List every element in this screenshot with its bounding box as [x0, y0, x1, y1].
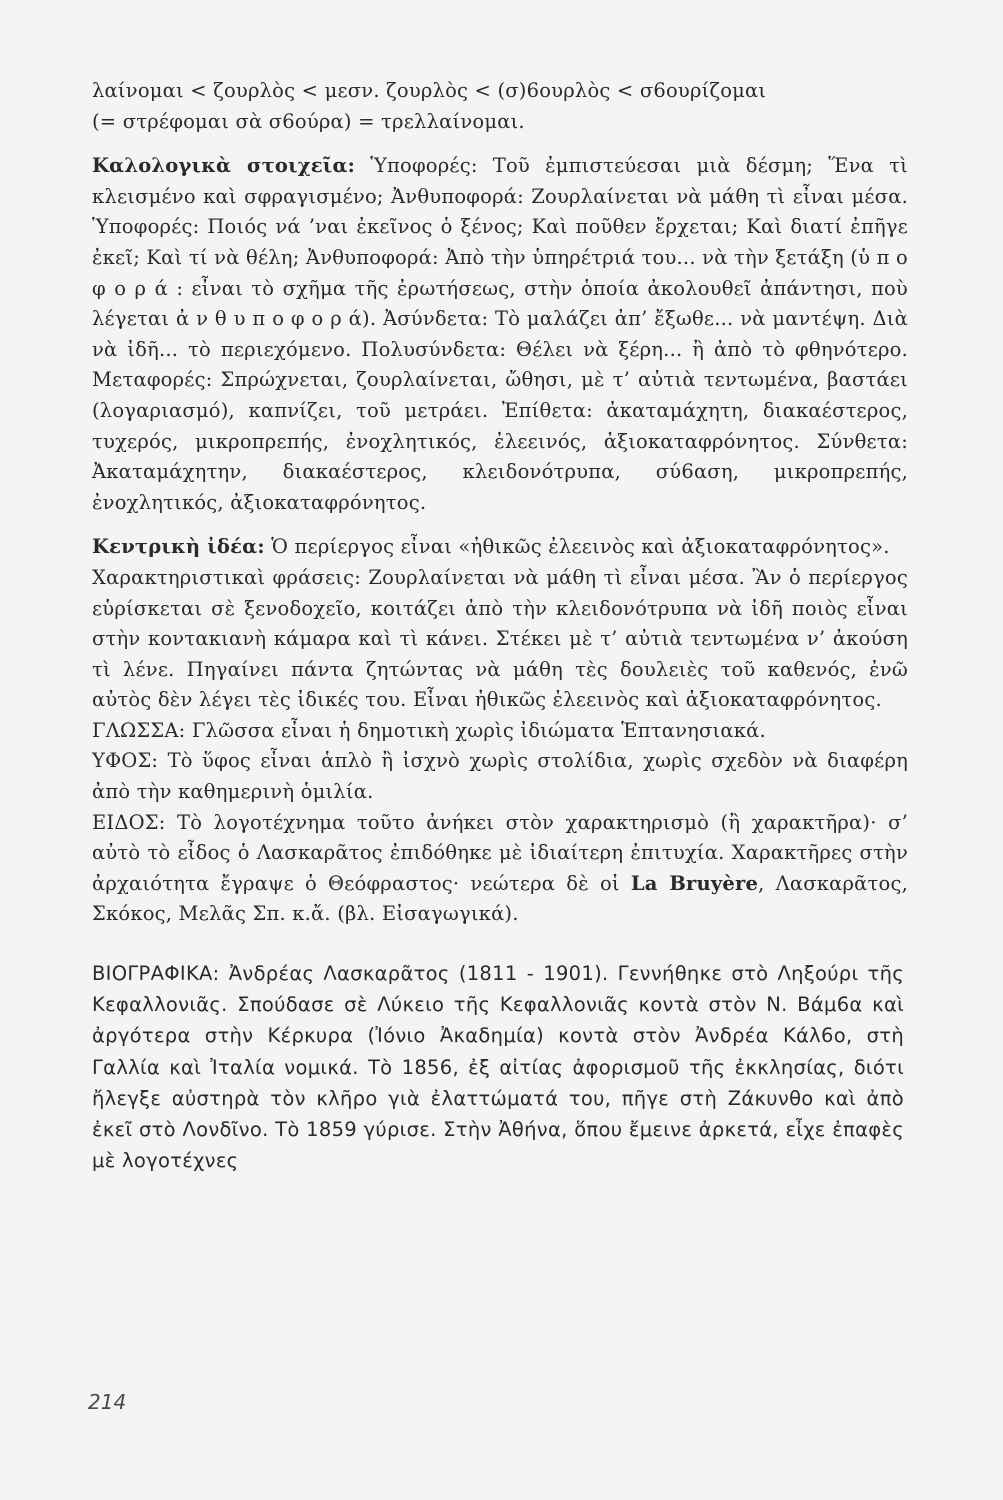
kentriki-label: Κεντρικὴ ἰδέα:	[92, 535, 265, 559]
eidos-paragraph	[92, 808, 908, 930]
main-text-block	[92, 76, 908, 930]
etymology-line-2: (= στρέφομαι σὰ σ6ούρα) = τρελλαίνομαι.	[92, 109, 525, 133]
glossa-label: ΓΛΩΣΣΑ:	[92, 718, 186, 742]
glossa-paragraph	[92, 716, 908, 747]
viografika-paragraph	[92, 958, 904, 1176]
eidos-text-before: Τὸ λογοτέχνημα τοῦτο ἀνήκει στὸν χαρακτηρισμὸ (ἢ χαρακτῆρα)· σ’ αὐτὸ τὸ εἶδος ὁ Λασκαρᾶτος ἐπιδόθηκε μὲ ἰδιαίτερη ἐπιτυχία. Χαρακτῆρες στὴν ἀρχαιότητα ἔγραψε ὁ Θεόφραστος· νεώτερα δὲ οἱ	[92, 810, 908, 895]
kentriki-text: Ὁ περίεργος εἶναι «ἠθικῶς ἐλεεινὸς καὶ ἀξιοκαταφρόνητος».	[271, 535, 890, 559]
la-bruyere-name: La Bruyère	[630, 871, 759, 895]
eidos-text-after: , Λασκαρᾶτος, Σκόκος, Μελᾶς Σπ. κ.ἄ. (βλ. Εἰσαγωγικά).	[92, 871, 908, 926]
biography-block	[92, 958, 904, 1176]
yfos-label: ΥΦΟΣ:	[92, 749, 159, 773]
viografika-text: Ἀνδρέας Λασκαρᾶτος (1811 - 1901). Γεννήθηκε στὸ Ληξούρι τῆς Κεφαλλονιᾶς. Σπούδασε σὲ Λύκειο τῆς Κεφαλλονιᾶς κοντὰ στὸν Ν. Βάμ6α καὶ ἀργότερα στὴν Κέρκυρα (Ἰόνιο Ἀκαδημία) κοντὰ στὸν Ἀνδρέα Κάλ6ο, στὴ Γαλλία καὶ Ἰταλία νομικά. Τὸ 1856, ἐξ αἰτίας ἀφορισμοῦ τῆς ἐκκλησίας, διότι ἤλεγξε αὐστηρὰ τὸν κλῆρο γιὰ ἐλαττώματά του, πῆγε στὴ Ζάκυνθο καὶ ἀπὸ ἐκεῖ στὸ Λονδῖνο. Τὸ 1859 γύρισε. Στὴν Ἀθήνα, ὅπου ἔμεινε ἀρκετά, εἶχε ἐπαφὲς μὲ λογοτέχνες	[92, 962, 904, 1173]
phraseis-paragraph	[92, 563, 908, 716]
page-number: 214	[88, 1390, 127, 1414]
glossa-text: Γλῶσσα εἶναι ἡ δημοτικὴ χωρὶς ἰδιώματα Ἑπτανησιακά.	[191, 718, 766, 742]
etymology-line-1: λαίνομαι < ζουρλὸς < μεσν. ζουρλὸς < (σ)6ουρλὸς < σ6ουρίζομαι	[92, 79, 767, 102]
viografika-label: ΒΙΟΓΡΑΦΙΚΑ:	[92, 962, 220, 985]
yfos-paragraph	[92, 746, 908, 807]
phraseis-label: Χαρακτηριστικαὶ φράσεις:	[92, 565, 361, 589]
kalologika-text: Ὑποφορές: Τοῦ ἐμπιστεύεσαι μιὰ δέσμη; Ἕνα τὶ κλεισμένο καὶ σφραγισμένο; Ἀνθυποφορά: Ζουρλαίνεται νὰ μάθη τὶ εἶναι μέσα. Ὑποφορές: Ποιός νά ’ναι ἐκεῖνος ὁ ξένος; Καὶ ποῦθεν ἔρχεται; Καὶ διατί ἐπῆγε ἐκεῖ; Καὶ τί νὰ θέλη; Ἀνθυποφορά: Ἀπὸ τὴν ὑπηρέτριά του... νὰ τὴν ξετάξη (ὑ π ο φ ο ρ ά : εἶναι τὸ σχῆμα τῆς ἐρωτήσεως, στὴν ὁποία ἀκολουθεῖ ἀπάντησι, ποὺ λέγεται ἀ ν θ υ π ο φ ο ρ ά). Ἀσύνδετα: Τὸ μαλάζει ἀπ’ ἔξωθε... νὰ μαντέψη. Διὰ νὰ ἰδῆ... τὸ περιεχόμενο. Πολυσύνδετα: Θέλει νὰ ξέρη... ἢ ἀπὸ τὸ φθηνότερο. Μεταφορές: Σπρώχνεται, ζουρλαίνεται, ὤθησι, μὲ τ’ αὐτιὰ τεντωμένα, βαστάει (λογαριασμό), καπνίζει, τοῦ μετράει. Ἐπίθετα: ἀκαταμάχητη, διακαέστερος, τυχερός, μικροπρεπής, ἐνοχλητικός, ἐλεεινός, ἀξιοκαταφρόνητος. Σύνθετα: Ἀκαταμάχητην, διακαέστερος, κλειδονότρυπα, σύ6αση, μικροπρεπής, ἐνοχλητικός, ἀξιοκαταφρόνητος.	[92, 154, 908, 514]
kalologika-paragraph	[92, 151, 908, 518]
phraseis-text: Ζουρλαίνεται νὰ μάθη τὶ εἶναι μέσα. Ἂν ὁ περίεργος εὑρίσκεται σὲ ξενοδοχεῖο, κοιτάζει ἀπὸ τὴν κλειδονότρυπα νὰ ἰδῆ ποιὸς εἶναι στὴν κοντακιανὴ κάμαρα καὶ τὶ κάνει. Στέκει μὲ τ’ αὐτιὰ τεντωμένα ν’ ἀκούση τὶ λένε. Πηγαίνει πάντα ζητώντας νὰ μάθη τὲς δουλειὲς τοῦ καθενός, ἐνῶ αὐτὸς δὲν λέγει τὲς ἰδικές του. Εἶναι ἠθικῶς ἐλεεινὸς καὶ ἀξιοκαταφρόνητος.	[92, 565, 908, 712]
kentriki-paragraph	[92, 532, 908, 563]
yfos-text: Τὸ ὕφος εἶναι ἁπλὸ ἢ ἰσχνὸ χωρὶς στολίδια, χωρὶς σχεδὸν νὰ διαφέρη ἀπὸ τὴν καθημερινὴ ὁμιλία.	[92, 749, 909, 804]
eidos-label: ΕΙΔΟΣ:	[92, 810, 166, 834]
kalologika-label: Καλολογικὰ στοιχεῖα:	[92, 154, 356, 178]
